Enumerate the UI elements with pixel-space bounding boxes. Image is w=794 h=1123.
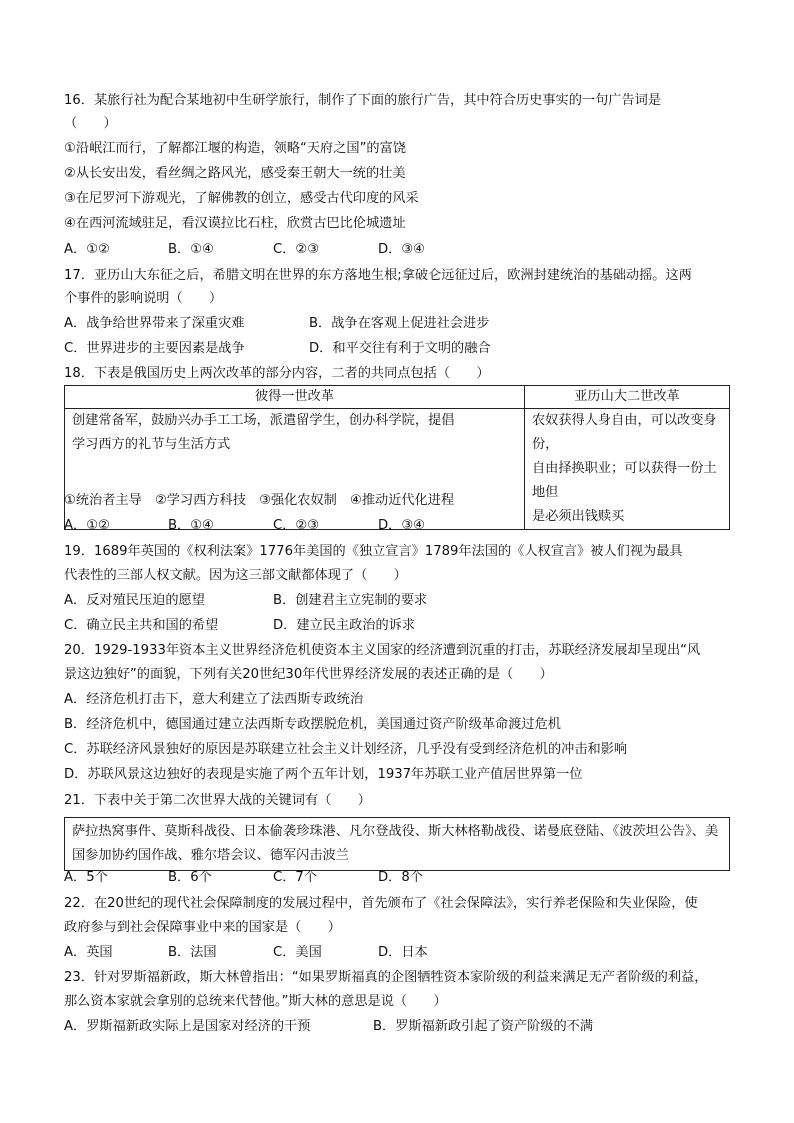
q21-keyword-box: 萨拉热窝事件、莫斯科战役、日本偷袭珍珠港、凡尔登战役、斯大林格勒战役、诺曼底登陆、《波茨坦公告》、美国参加协约国作战、雅尔塔会议、德军闪击波兰	[64, 817, 730, 871]
q18-cell-alexander	[525, 409, 730, 530]
q22-option-b[interactable]: B．法国	[168, 945, 217, 960]
q18-stem: 18．下表是俄国历史上两次改革的部分内容，二者的共同点包括（ ）	[64, 366, 490, 381]
q17-option-d[interactable]: D．和平交往有利于文明的融合	[309, 341, 491, 356]
q20-option-a[interactable]: A．经济危机打击下，意大利建立了法西斯专政统治	[64, 692, 364, 707]
q22-stem-line1: 22．在20世纪的现代社会保障制度的发展过程中，首先颁布了《社会保障法》，实行养老保险和失业保险，使	[64, 896, 698, 911]
q18-option-c[interactable]: C．②③	[273, 518, 320, 533]
q18-option-a[interactable]: A．①②	[64, 518, 110, 533]
q18-header-peter: 彼得一世改革	[65, 386, 525, 409]
q16-stem-line1: 16．某旅行社为配合某地初中生研学旅行，制作了下面的旅行广告，其中符合历史事实的一句广告词是	[64, 93, 662, 108]
q17-option-b[interactable]: B．战争在客观上促进社会进步	[309, 316, 490, 331]
q18-peter-line1: 创建常备军，鼓励兴办手工工场，派遣留学生，创办科学院，提倡	[72, 413, 455, 428]
q22-option-c[interactable]: C．美国	[273, 945, 322, 960]
q16-stem-line2: （ ）	[64, 116, 117, 131]
q17-option-c[interactable]: C．世界进步的主要因素是战争	[64, 341, 245, 356]
q16-option-d[interactable]: D．③④	[378, 242, 425, 257]
q22-option-d[interactable]: D．日本	[378, 945, 428, 960]
q16-item-2: ②从长安出发，看丝绸之路风光，感受秦王朝大一统的壮美	[64, 166, 406, 181]
q16-item-1: ①沿岷江而行，了解都江堰的构造，领略“天府之国”的富饶	[64, 141, 406, 156]
q16-option-c[interactable]: C．②③	[273, 242, 320, 257]
q18-header-alexander: 亚历山大二世改革	[525, 386, 730, 409]
q18-alexander-line3: 是必须出钱赎买	[532, 509, 625, 524]
q16-option-b[interactable]: B．①④	[168, 242, 214, 257]
q22-stem-line2: 政府参与到社会保障事业中来的国家是（ ）	[64, 920, 341, 935]
q23-option-a[interactable]: A．罗斯福新政实际上是国家对经济的干预	[64, 1019, 311, 1034]
q20-stem-line2: 景这边独好”的面貌，下列有关20世纪30年代世界经济发展的表述正确的是（ ）	[64, 667, 553, 682]
q18-alexander-line2: 自由择换职业；可以获得一份土地但	[532, 461, 717, 500]
q21-option-a[interactable]: A．5个	[64, 870, 108, 885]
q21-option-d[interactable]: D．8个	[378, 870, 423, 885]
q20-option-c[interactable]: C．苏联经济风景独好的原因是苏联建立社会主义计划经济，几乎没有受到经济危机的冲击和影响	[64, 742, 628, 757]
q20-option-b[interactable]: B．经济危机中，德国通过建立法西斯专政摆脱危机，美国通过资产阶级革命渡过危机	[64, 717, 561, 732]
q16-option-a[interactable]: A．①②	[64, 242, 110, 257]
q18-peter-line2: 学习西方的礼节与生活方式	[72, 437, 231, 452]
q23-stem-line2: 那么资本家就会拿别的总统来代替他。”斯大林的意思是说（ ）	[64, 994, 447, 1009]
q21-option-c[interactable]: C．7个	[273, 870, 317, 885]
q19-option-a[interactable]: A．反对殖民压迫的愿望	[64, 593, 205, 608]
q18-alexander-line1: 农奴获得人身自由，可以改变身份，	[532, 413, 717, 452]
q19-option-d[interactable]: D．建立民主政治的诉求	[273, 618, 416, 633]
q23-stem-line1: 23．针对罗斯福新政，斯大林曾指出：“如果罗斯福真的企图牺牲资本家阶级的利益来满足无产者阶级的利益，	[64, 970, 708, 985]
q18-items: ①统治者主导 ②学习西方科技 ③强化农奴制 ④推动近代化进程	[64, 493, 455, 508]
q21-stem: 21．下表中关于第二次世界大战的关键词有（ ）	[64, 793, 371, 808]
q18-cell-peter	[65, 409, 525, 530]
q19-option-c[interactable]: C．确立民主共和国的希望	[64, 618, 219, 633]
q16-item-4: ④在西河流域驻足，看汉谟拉比石柱，欣赏古巴比伦城遗址	[64, 216, 406, 231]
q22-option-a[interactable]: A．英国	[64, 945, 113, 960]
q20-stem-line1: 20．1929-1933年资本主义世界经济危机使资本主义国家的经济遭到沉重的打击，苏联经济发展却呈现出“风	[64, 643, 701, 658]
q19-stem-line1: 19．1689年英国的《权利法案》1776年美国的《独立宣言》1789年法国的《人权宣言》被人们视为最具	[64, 544, 683, 559]
q16-item-3: ③在尼罗河下游观光，了解佛教的创立，感受古代印度的风采	[64, 191, 419, 206]
q23-option-b[interactable]: B．罗斯福新政引起了资产阶级的不满	[373, 1019, 594, 1034]
q20-option-d[interactable]: D．苏联风景这边独好的表现是实施了两个五年计划，1937年苏联工业产值居世界第一位	[64, 767, 583, 782]
q18-option-d[interactable]: D．③④	[378, 518, 425, 533]
q21-option-b[interactable]: B．6个	[168, 870, 212, 885]
q19-stem-line2: 代表性的三部人权文献。因为这三部文献都体现了（ ）	[64, 568, 407, 583]
q17-stem-line2: 个事件的影响说明（ ）	[64, 291, 223, 306]
q17-option-a[interactable]: A．战争给世界带来了深重灾难	[64, 316, 245, 331]
q18-option-b[interactable]: B．①④	[168, 518, 214, 533]
q17-stem-line1: 17．亚历山大东征之后，希腊文明在世界的东方落地生根;拿破仑远征过后，欧洲封建统治的基础动摇。这两	[64, 268, 692, 283]
q19-option-b[interactable]: B．创建君主立宪制的要求	[273, 593, 428, 608]
